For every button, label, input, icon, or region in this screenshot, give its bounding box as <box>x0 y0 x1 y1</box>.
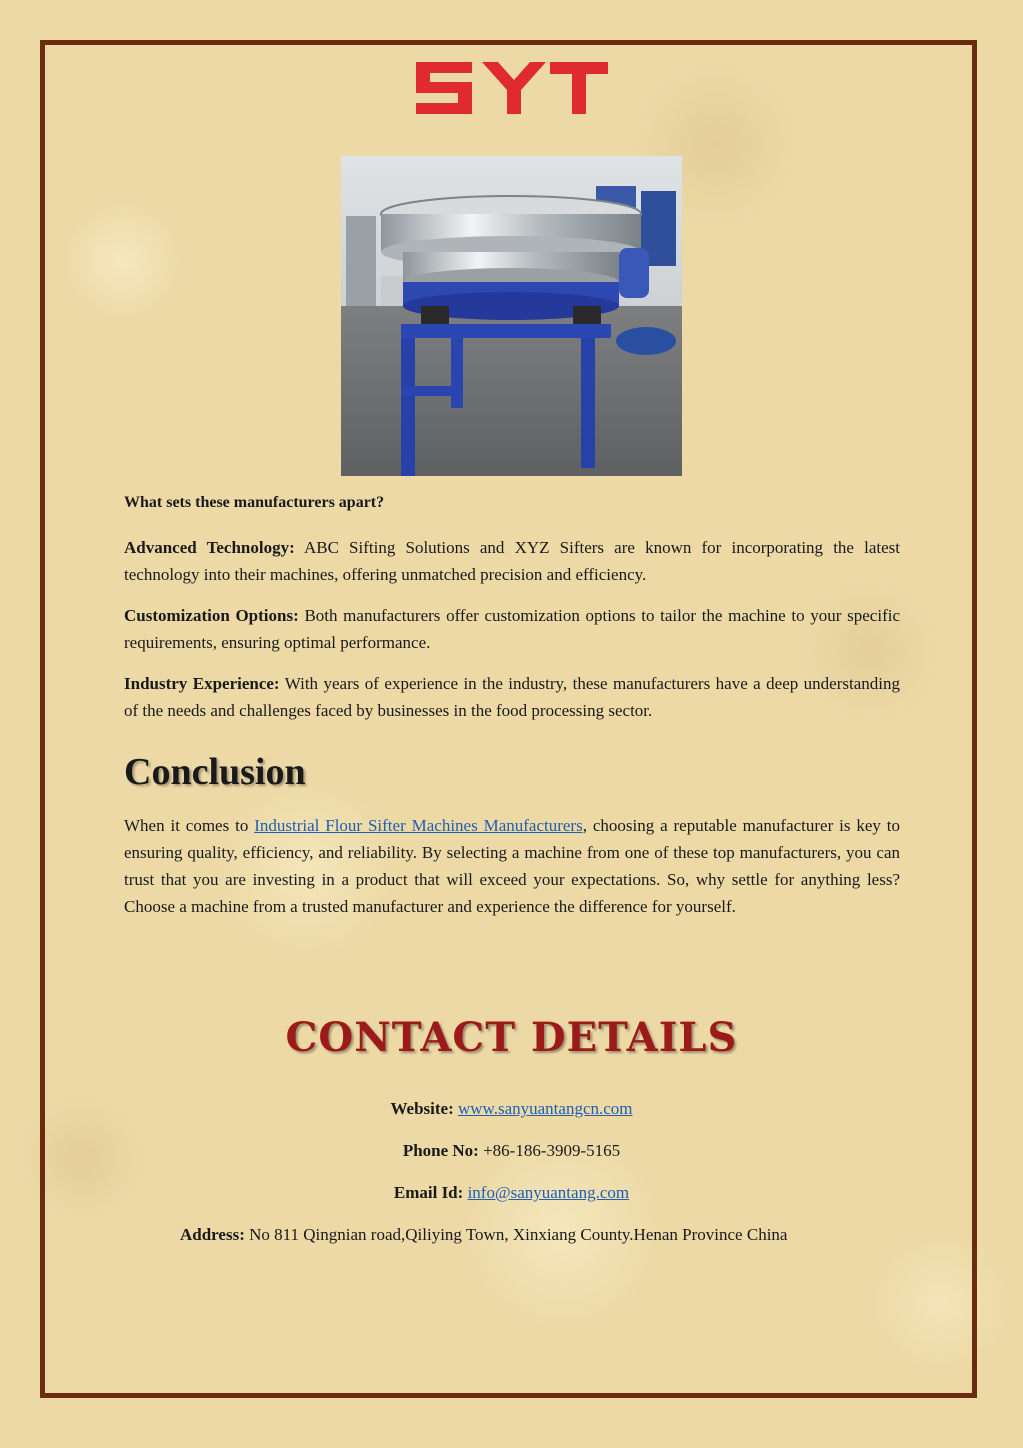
address-label: Address: <box>180 1225 245 1244</box>
point-text: With years of experience in the industry, these manufacturers have a deep understanding of the needs and challenges faced by businesses in the food processing sector. <box>124 674 900 720</box>
point-text: Both manufacturers offer customization options to tailor the machine to your specific requirements, ensuring optimal performance. <box>124 606 901 652</box>
syt-logo <box>416 62 608 114</box>
manufacturers-link[interactable]: Industrial Flour Sifter Machines Manufacturers <box>254 816 583 835</box>
article-body <box>124 494 900 934</box>
conclusion-lead: When it comes to <box>124 816 249 835</box>
email-link[interactable]: info@sanyuantang.com <box>467 1183 630 1202</box>
point-label: Customization Options: <box>124 606 299 625</box>
phone-value: +86-186-3909-5165 <box>483 1141 621 1160</box>
conclusion-paragraph <box>124 812 900 920</box>
contact-website <box>0 1097 1023 1121</box>
section-heading: What sets these manufacturers apart? <box>124 494 385 511</box>
point-label: Industry Experience: <box>124 674 280 693</box>
website-label: Website: <box>390 1099 454 1118</box>
contact-heading: CONTACT DETAILS <box>285 1014 738 1061</box>
website-link[interactable]: www.sanyuantangcn.com <box>458 1099 633 1118</box>
point-advanced-technology <box>124 534 900 588</box>
point-text: ABC Sifting Solutions and XYZ Sifters are known for incorporating the latest technology into their machines, offering unmatched precision and efficiency. <box>124 538 900 584</box>
contact-phone <box>0 1139 1023 1163</box>
phone-label: Phone No: <box>402 1141 479 1160</box>
conclusion-body: , choosing a reputable manufacturer is key to ensuring quality, efficiency, and reliability. By selecting a machine from one of these top manufacturers, you can trust that you are investing in a product that will exceed your expectations. So, why settle for anything less? Choose a machine from a trusted manufacturer and experience the difference for yourself. <box>124 816 900 916</box>
point-customization-options <box>124 602 900 656</box>
contact-address <box>180 1223 900 1247</box>
address-value: No 811 Qingnian road,Qiliying Town, Xinxiang County.Henan Province China <box>249 1225 788 1244</box>
sifter-machine-photo <box>341 156 682 476</box>
point-label: Advanced Technology: <box>124 538 295 557</box>
conclusion-heading: Conclusion <box>124 751 306 793</box>
email-label: Email Id: <box>393 1183 464 1202</box>
contact-email <box>0 1181 1023 1205</box>
point-industry-experience <box>124 670 900 724</box>
